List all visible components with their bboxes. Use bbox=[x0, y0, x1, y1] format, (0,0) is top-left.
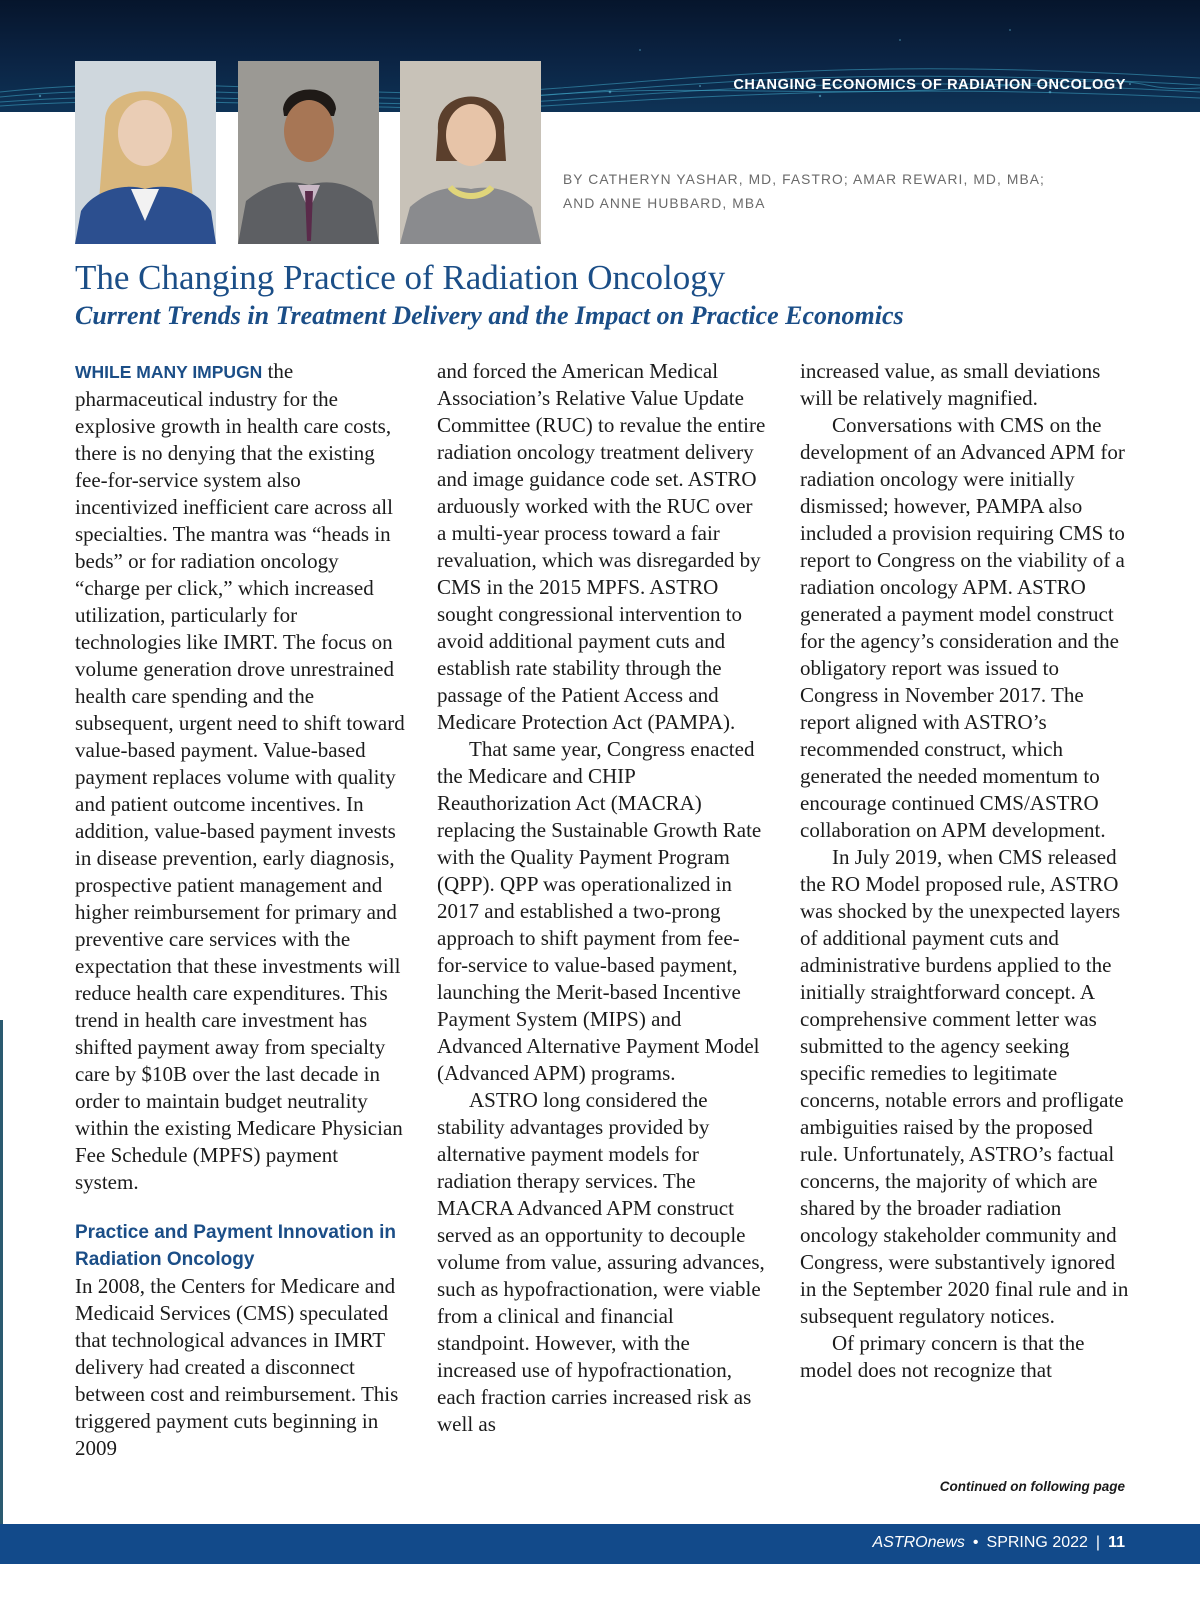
paragraph: Conversations with CMS on the development of an Advanced APM for radiation oncology were initially dismissed; however, PAMPA also included a provision requiring CMS to report to Congress on the viability of a radiation oncology APM. ASTRO generated a payment model construct for the agency’s consideration and the obligatory report was issued to Congress in November 2017. The report aligned with ASTRO’s recommended construct, which generated the needed momentum to encourage continued CMS/ASTRO collaboration on APM development. bbox=[800, 413, 1125, 842]
paragraph-text: the pharmaceutical industry for the explosive growth in health care costs, there is no denying that the existing fee-for-service system also incentivized inefficient care across all specialties. The mantra was “heads in beds” or for radiation oncology “charge per click,” which increased utilization, particularly for technologies like IMRT. The focus on volume generation drove unrestrained health care spending and the subsequent, urgent need to shift toward value-based payment. Value-based payment replaces volume with quality and patient outcome incentives. In addition, value-based payment invests in disease prevention, early diagnosis, prospective patient management and higher reimbursement for primary and preventive care services with the expectation that these investments will reduce health care expenditures. This trend in health care investment has shifted payment away from specialty care by $10B over the last decade in order to maintain budget neutrality within the existing Medicare Physician Fee Schedule (MPFS) payment system. bbox=[75, 359, 405, 1194]
footer-divider: | bbox=[1095, 1534, 1101, 1551]
byline-line-1: BY CATHERYN YASHAR, MD, FASTRO; AMAR REWARI, MD, MBA; bbox=[563, 172, 1045, 187]
publication-name: ASTROnews bbox=[872, 1534, 965, 1551]
byline-line-2: AND ANNE HUBBARD, MBA bbox=[563, 196, 766, 211]
paragraph: increased value, as small deviations will be relatively magnified. bbox=[800, 359, 1101, 410]
paragraph: In July 2019, when CMS released the RO Model proposed rule, ASTRO was shocked by the unexpected layers of additional payment cuts and administrative burdens applied to the initially straightforward concept. A comprehensive comment letter was submitted to the agency seeking specific remedies to legitimate concerns, notable errors and profligate ambiguities raised by the proposed rule. Unfortunately, ASTRO’s factual concerns, the majority of which are shared by the broader radiation oncology stakeholder community and Congress, were substantively ignored in the September 2020 final rule and in subsequent regulatory notices. bbox=[800, 845, 1129, 1328]
article-title: The Changing Practice of Radiation Oncology bbox=[75, 258, 726, 297]
author-photo-yashar bbox=[75, 61, 216, 244]
author-photo-rewari bbox=[238, 61, 379, 244]
footer-separator: • bbox=[972, 1534, 979, 1551]
paragraph: ASTRO long considered the stability advantages provided by alternative payment models for radiation therapy services. The MACRA Advanced APM construct served as an opportunity to decouple volume from value, assuring advances, such as hypofractionation, were viable from a clinical and financial standpoint. However, with the increased use of hypofractionation, each fraction carries increased risk as well as bbox=[437, 1088, 765, 1436]
body-column-2 bbox=[437, 358, 767, 1438]
paragraph: That same year, Congress enacted the Medicare and CHIP Reauthorization Act (MACRA) replacing the Sustainable Growth Rate with the Quality Payment Program (QPP). QPP was operationalized in 2017 and established a two-prong approach to shift payment from fee-for-service to value-based payment, launching the Merit-based Incentive Payment System (MIPS) and Advanced Alternative Payment Model (Advanced APM) programs. bbox=[437, 737, 762, 1085]
issue-label: SPRING 2022 bbox=[986, 1534, 1088, 1551]
body-column-3 bbox=[800, 358, 1130, 1384]
section-label: CHANGING ECONOMICS OF RADIATION ONCOLOGY bbox=[733, 77, 1126, 93]
paragraph bbox=[75, 358, 405, 1196]
body-column-1 bbox=[75, 358, 405, 1462]
page-edge-decoration bbox=[0, 1020, 3, 1530]
paragraph: and forced the American Medical Association’s Relative Value Update Committee (RUC) to revalue the entire radiation oncology treatment delivery and image guidance code set. ASTRO arduously worked with the RUC over a multi-year process toward a fair revaluation, which was disregarded by CMS in the 2015 MPFS. ASTRO sought congressional intervention to avoid additional payment cuts and establish rate stability through the passage of the Patient Access and Medicare Protection Act (PAMPA). bbox=[437, 359, 766, 734]
paragraph: Of primary concern is that the model does not recognize that bbox=[800, 1331, 1085, 1382]
section-subhead: Practice and Payment Innovation in Radiation Oncology bbox=[75, 1222, 396, 1270]
continued-note: Continued on following page bbox=[939, 1479, 1125, 1494]
footer bbox=[872, 1534, 1125, 1552]
page-number: 11 bbox=[1108, 1534, 1125, 1551]
author-photo-hubbard bbox=[400, 61, 541, 244]
article-subtitle: Current Trends in Treatment Delivery and the Impact on Practice Economics bbox=[75, 301, 904, 330]
byline bbox=[563, 168, 1083, 216]
paragraph: In 2008, the Centers for Medicare and Medicaid Services (CMS) speculated that technological advances in IMRT delivery had created a disconnect between cost and reimbursement. This triggered payment cuts beginning in 2009 bbox=[75, 1274, 399, 1460]
lead-in: WHILE MANY IMPUGN bbox=[75, 362, 263, 382]
